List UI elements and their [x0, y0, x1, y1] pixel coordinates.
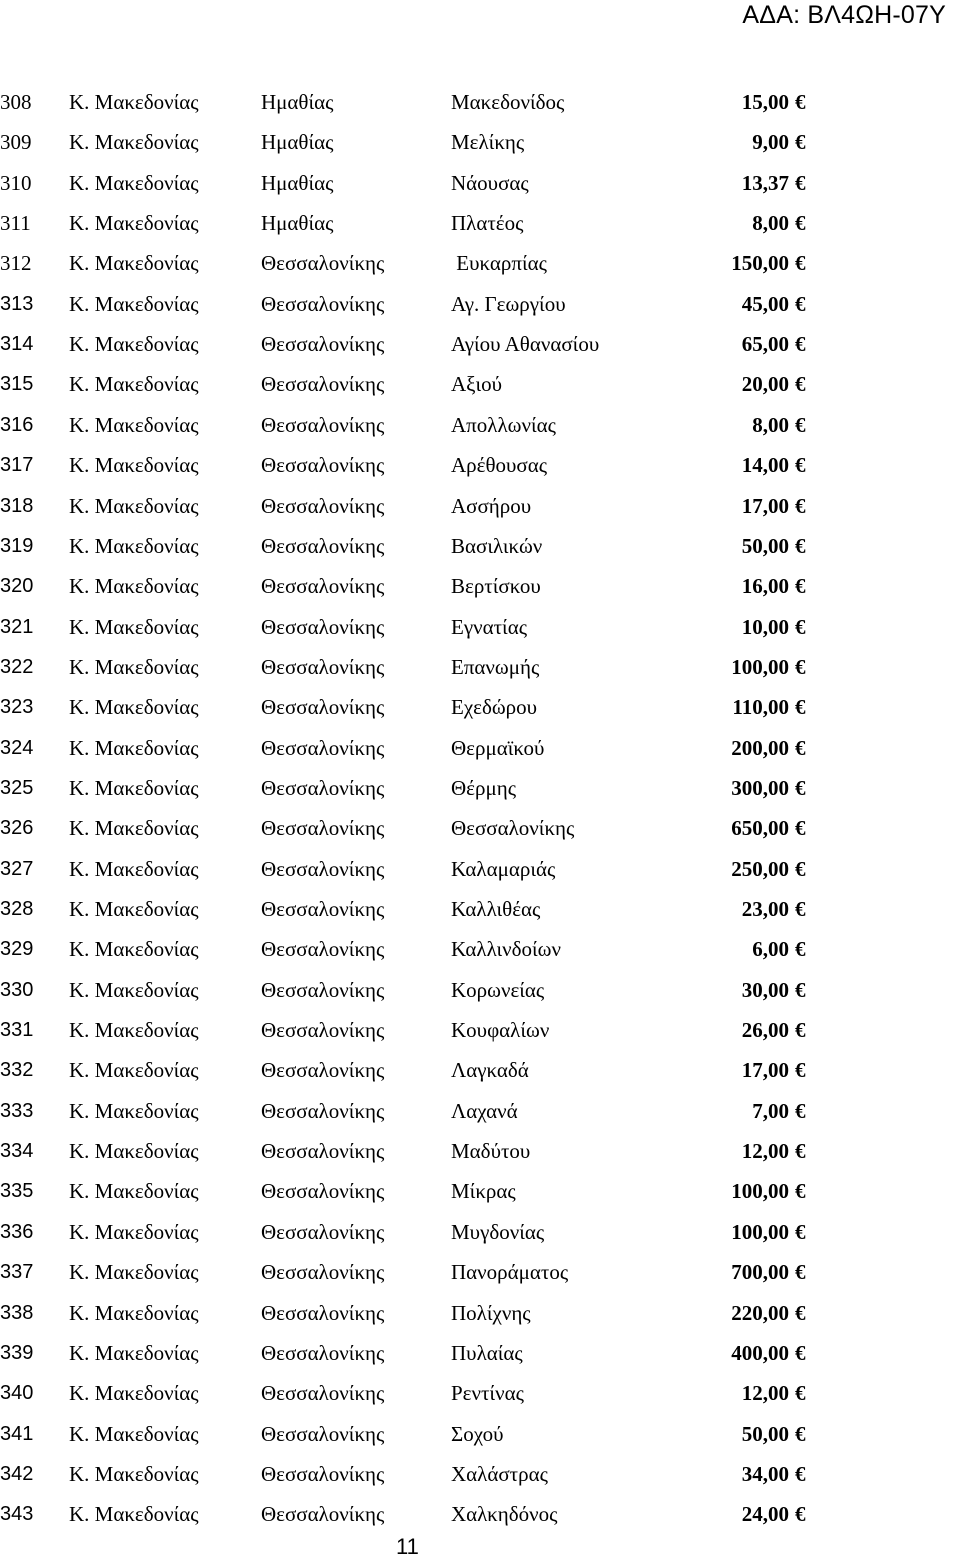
amount-cell: 250,00 — [731, 856, 789, 881]
prefecture-cell: Θεσσαλονίκης — [261, 654, 385, 679]
currency-symbol: € — [795, 533, 806, 558]
amount-cell: 14,00 — [741, 453, 789, 478]
row-number: 308 — [0, 90, 32, 114]
amount-cell: 12,00 — [741, 1139, 789, 1164]
amount-cell: 100,00 — [731, 654, 789, 679]
municipality-cell: Σοχού — [451, 1421, 504, 1446]
region-cell: Κ. Μακεδονίας — [69, 897, 199, 921]
table-row — [0, 1293, 960, 1333]
prefecture-cell: Θεσσαλονίκης — [261, 1018, 385, 1043]
row-number: 326 — [0, 817, 34, 840]
amount-cell: 12,00 — [741, 1381, 789, 1406]
region-cell: Κ. Μακεδονίας — [69, 291, 199, 316]
table-row — [0, 1454, 960, 1494]
row-number: 337 — [0, 1261, 34, 1284]
municipality-cell: Καλλινδοίων — [451, 937, 562, 962]
region-cell: Κ. Μακεδονίας — [69, 332, 199, 357]
prefecture-cell: Θεσσαλονίκης — [261, 1179, 385, 1204]
amount-cell: 6,00 — [752, 937, 789, 962]
row-number: 342 — [0, 1462, 34, 1485]
region-cell: Κ. Μακεδονίας — [69, 1502, 199, 1527]
prefecture-cell: Θεσσαλονίκης — [261, 856, 385, 881]
amount-cell: 9,00 — [752, 130, 789, 155]
currency-symbol: € — [795, 372, 806, 397]
currency-symbol: € — [795, 816, 806, 841]
municipality-cell: Επανωμής — [451, 654, 540, 679]
municipality-cell: Αγ. Γεωργίου — [451, 291, 566, 316]
region-cell: Κ. Μακεδονίας — [69, 1179, 199, 1204]
amount-cell: 15,00 — [741, 90, 789, 114]
prefecture-cell: Θεσσαλονίκης — [261, 574, 385, 599]
currency-symbol: € — [795, 614, 806, 639]
row-number: 322 — [0, 655, 34, 678]
table-row — [0, 929, 960, 969]
currency-symbol: € — [795, 775, 806, 800]
table-row — [0, 687, 960, 727]
municipality-cell: Μίκρας — [451, 1179, 516, 1204]
prefecture-cell: Θεσσαλονίκης — [261, 1381, 385, 1406]
table-row — [0, 445, 960, 485]
amount-cell: 20,00 — [741, 372, 789, 397]
amount-cell: 8,00 — [752, 412, 789, 437]
region-cell: Κ. Μακεδονίας — [69, 533, 199, 558]
row-number: 340 — [0, 1382, 34, 1405]
row-number: 336 — [0, 1220, 34, 1243]
region-cell: Κ. Μακεδονίας — [69, 130, 199, 155]
amount-cell: 220,00 — [731, 1300, 789, 1325]
prefecture-cell: Θεσσαλονίκης — [261, 1421, 385, 1446]
prefecture-cell: Ημαθίας — [261, 211, 334, 236]
ada-code: ΑΔΑ: ΒΛ4ΩΗ-07Υ — [742, 1, 946, 29]
region-cell: Κ. Μακεδονίας — [69, 614, 199, 639]
municipality-cell: Αγίου Αθανασίου — [451, 332, 600, 357]
currency-symbol: € — [795, 170, 806, 195]
currency-symbol: € — [795, 1260, 806, 1285]
prefecture-cell: Θεσσαλονίκης — [261, 735, 385, 760]
currency-symbol: € — [795, 937, 806, 962]
municipality-cell: Απολλωνίας — [451, 412, 556, 437]
row-number: 315 — [0, 373, 34, 396]
table-row — [0, 405, 960, 445]
table-row — [0, 647, 960, 687]
municipality-cell: Κορωνείας — [451, 977, 545, 1002]
row-number: 325 — [0, 776, 34, 799]
row-number: 312 — [0, 251, 32, 276]
municipality-cell: Χαλάστρας — [451, 1461, 548, 1486]
currency-symbol: € — [795, 1300, 806, 1325]
prefecture-cell: Θεσσαλονίκης — [261, 1058, 385, 1083]
currency-symbol: € — [795, 654, 806, 679]
table-row — [0, 808, 960, 848]
region-cell: Κ. Μακεδονίας — [69, 412, 199, 437]
region-cell: Κ. Μακεδονίας — [69, 1260, 199, 1285]
municipality-cell: Θέρμης — [451, 775, 517, 800]
table-row — [0, 203, 960, 243]
table-row — [0, 486, 960, 526]
region-cell: Κ. Μακεδονίας — [69, 856, 199, 881]
currency-symbol: € — [795, 1098, 806, 1123]
currency-symbol: € — [795, 1018, 806, 1043]
amount-cell: 16,00 — [741, 574, 789, 599]
amount-cell: 65,00 — [741, 332, 789, 357]
table-row — [0, 566, 960, 606]
region-cell: Κ. Μακεδονίας — [69, 1300, 199, 1325]
prefecture-cell: Θεσσαλονίκης — [261, 1461, 385, 1486]
row-number: 329 — [0, 938, 34, 961]
municipality-cell: Καλλιθέας — [451, 897, 541, 921]
municipality-cell: Πανοράματος — [451, 1260, 569, 1285]
prefecture-cell: Θεσσαλονίκης — [261, 1300, 385, 1325]
currency-symbol: € — [795, 1421, 806, 1446]
prefecture-cell: Θεσσαλονίκης — [261, 453, 385, 478]
municipality-cell: Κουφαλίων — [451, 1018, 550, 1043]
prefecture-cell: Θεσσαλονίκης — [261, 695, 385, 720]
region-cell: Κ. Μακεδονίας — [69, 211, 199, 236]
municipality-cell: Ασσήρου — [451, 493, 532, 518]
prefecture-cell: Ημαθίας — [261, 130, 334, 155]
table-row — [0, 324, 960, 364]
prefecture-cell: Θεσσαλονίκης — [261, 291, 385, 316]
amount-cell: 100,00 — [731, 1219, 789, 1244]
currency-symbol: € — [795, 453, 806, 478]
table-row — [0, 889, 960, 929]
row-number: 316 — [0, 413, 34, 436]
currency-symbol: € — [795, 1340, 806, 1365]
row-number: 321 — [0, 615, 34, 638]
region-cell: Κ. Μακεδονίας — [69, 1421, 199, 1446]
prefecture-cell: Θεσσαλονίκης — [261, 332, 385, 357]
prefecture-cell: Θεσσαλονίκης — [261, 493, 385, 518]
municipality-cell: Ευκαρπίας — [451, 251, 547, 276]
table-row — [0, 607, 960, 647]
amount-cell: 700,00 — [731, 1260, 789, 1285]
prefecture-cell: Θεσσαλονίκης — [261, 1139, 385, 1164]
amount-cell: 300,00 — [731, 775, 789, 800]
region-cell: Κ. Μακεδονίας — [69, 654, 199, 679]
region-cell: Κ. Μακεδονίας — [69, 453, 199, 478]
prefecture-cell: Θεσσαλονίκης — [261, 251, 385, 276]
amount-cell: 100,00 — [731, 1179, 789, 1204]
region-cell: Κ. Μακεδονίας — [69, 493, 199, 518]
region-cell: Κ. Μακεδονίας — [69, 1340, 199, 1365]
table-row — [0, 1333, 960, 1373]
row-number: 313 — [0, 292, 34, 315]
currency-symbol: € — [795, 856, 806, 881]
region-cell: Κ. Μακεδονίας — [69, 251, 199, 276]
amount-cell: 50,00 — [741, 1421, 789, 1446]
table-row — [0, 284, 960, 324]
prefecture-cell: Θεσσαλονίκης — [261, 816, 385, 841]
table-row — [0, 163, 960, 203]
table-row — [0, 1252, 960, 1292]
amount-cell: 400,00 — [731, 1340, 789, 1365]
region-cell: Κ. Μακεδονίας — [69, 816, 199, 841]
row-number: 338 — [0, 1301, 34, 1324]
region-cell: Κ. Μακεδονίας — [69, 937, 199, 962]
table-row — [0, 82, 960, 122]
table-row — [0, 1414, 960, 1454]
prefecture-cell: Θεσσαλονίκης — [261, 1260, 385, 1285]
row-number: 330 — [0, 978, 34, 1001]
region-cell: Κ. Μακεδονίας — [69, 1219, 199, 1244]
region-cell: Κ. Μακεδονίας — [69, 1018, 199, 1043]
municipality-cell: Εγνατίας — [451, 614, 528, 639]
table-row — [0, 243, 960, 283]
table-row — [0, 1010, 960, 1050]
row-number: 328 — [0, 898, 34, 920]
currency-symbol: € — [795, 493, 806, 518]
row-number: 311 — [0, 211, 31, 236]
page-number: 11 — [396, 1534, 419, 1559]
currency-symbol: € — [795, 1179, 806, 1204]
prefecture-cell: Ημαθίας — [261, 170, 334, 195]
amount-cell: 23,00 — [741, 897, 789, 921]
municipality-cell: Λαγκαδά — [451, 1058, 529, 1083]
row-number: 333 — [0, 1099, 34, 1122]
amount-cell: 45,00 — [741, 291, 789, 316]
amount-cell: 24,00 — [741, 1502, 789, 1527]
prefecture-cell: Θεσσαλονίκης — [261, 977, 385, 1002]
table-row — [0, 1050, 960, 1090]
row-number: 343 — [0, 1503, 34, 1526]
prefecture-cell: Θεσσαλονίκης — [261, 1219, 385, 1244]
region-cell: Κ. Μακεδονίας — [69, 1381, 199, 1406]
region-cell: Κ. Μακεδονίας — [69, 1461, 199, 1486]
municipality-cell: Θερμαϊκού — [451, 735, 545, 760]
row-number: 341 — [0, 1422, 34, 1445]
table-row — [0, 849, 960, 889]
amount-cell: 50,00 — [741, 533, 789, 558]
amount-cell: 7,00 — [752, 1098, 789, 1123]
currency-symbol: € — [795, 574, 806, 599]
region-cell: Κ. Μακεδονίας — [69, 1139, 199, 1164]
row-number: 334 — [0, 1140, 34, 1163]
row-number: 314 — [0, 333, 34, 356]
region-cell: Κ. Μακεδονίας — [69, 977, 199, 1002]
prefecture-cell: Θεσσαλονίκης — [261, 897, 385, 921]
table-row — [0, 364, 960, 404]
amount-cell: 30,00 — [741, 977, 789, 1002]
municipality-cell: Μακεδονίδος — [451, 90, 565, 114]
amount-cell: 10,00 — [741, 614, 789, 639]
amount-cell: 26,00 — [741, 1018, 789, 1043]
currency-symbol: € — [795, 977, 806, 1002]
table-row — [0, 1171, 960, 1211]
prefecture-cell: Θεσσαλονίκης — [261, 533, 385, 558]
table-row — [0, 1494, 960, 1534]
amount-cell: 17,00 — [741, 1058, 789, 1083]
currency-symbol: € — [795, 412, 806, 437]
row-number: 339 — [0, 1341, 34, 1364]
row-number: 318 — [0, 494, 34, 517]
table-row — [0, 728, 960, 768]
amount-cell: 200,00 — [731, 735, 789, 760]
currency-symbol: € — [795, 90, 806, 114]
currency-symbol: € — [795, 1461, 806, 1486]
currency-symbol: € — [795, 1219, 806, 1244]
municipality-cell: Καλαμαριάς — [451, 856, 556, 881]
currency-symbol: € — [795, 695, 806, 720]
municipality-cell: Αρέθουσας — [451, 453, 548, 478]
currency-symbol: € — [795, 1139, 806, 1164]
municipality-cell: Θεσσαλονίκης — [451, 816, 575, 841]
row-number: 335 — [0, 1180, 34, 1203]
prefecture-cell: Θεσσαλονίκης — [261, 775, 385, 800]
municipality-cell: Νάουσας — [451, 170, 529, 195]
currency-symbol: € — [795, 332, 806, 357]
table-row — [0, 970, 960, 1010]
municipality-cell: Μυγδονίας — [451, 1219, 545, 1244]
table-row — [0, 526, 960, 566]
amount-cell: 150,00 — [731, 251, 789, 276]
prefecture-cell: Θεσσαλονίκης — [261, 412, 385, 437]
amount-cell: 650,00 — [731, 816, 789, 841]
prefecture-cell: Θεσσαλονίκης — [261, 1098, 385, 1123]
municipality-cell: Αξιού — [451, 372, 503, 397]
row-number: 309 — [0, 130, 32, 155]
region-cell: Κ. Μακεδονίας — [69, 1058, 199, 1083]
region-cell: Κ. Μακεδονίας — [69, 170, 199, 195]
currency-symbol: € — [795, 897, 806, 921]
prefecture-cell: Θεσσαλονίκης — [261, 1340, 385, 1365]
municipality-cell: Μαδύτου — [451, 1139, 531, 1164]
row-number: 324 — [0, 736, 34, 759]
table-row — [0, 1373, 960, 1413]
municipality-cell: Πολίχνης — [451, 1300, 531, 1325]
municipality-cell: Βερτίσκου — [451, 574, 541, 599]
prefecture-cell: Ημαθίας — [261, 90, 334, 114]
municipality-cell: Πλατέος — [451, 211, 524, 236]
amount-cell: 110,00 — [732, 695, 789, 720]
row-number: 319 — [0, 534, 34, 557]
row-number: 332 — [0, 1059, 34, 1082]
row-number: 323 — [0, 696, 34, 719]
municipality-cell: Εχεδώρου — [451, 695, 538, 720]
region-cell: Κ. Μακεδονίας — [69, 90, 199, 114]
row-number: 317 — [0, 454, 34, 477]
municipality-cell: Λαχανά — [451, 1098, 518, 1123]
currency-symbol: € — [795, 1058, 806, 1083]
municipality-cell: Χαλκηδόνος — [451, 1502, 558, 1527]
table-row — [0, 768, 960, 808]
region-cell: Κ. Μακεδονίας — [69, 695, 199, 720]
amount-cell: 17,00 — [741, 493, 789, 518]
currency-symbol: € — [795, 291, 806, 316]
region-cell: Κ. Μακεδονίας — [69, 574, 199, 599]
prefecture-cell: Θεσσαλονίκης — [261, 937, 385, 962]
table-row — [0, 1091, 960, 1131]
row-number: 327 — [0, 857, 34, 880]
currency-symbol: € — [795, 1381, 806, 1406]
currency-symbol: € — [795, 1502, 806, 1527]
municipality-cell: Ρεντίνας — [451, 1381, 524, 1406]
currency-symbol: € — [795, 130, 806, 155]
currency-symbol: € — [795, 735, 806, 760]
amount-cell: 8,00 — [752, 211, 789, 236]
region-cell: Κ. Μακεδονίας — [69, 775, 199, 800]
table-row — [0, 1131, 960, 1171]
row-number: 331 — [0, 1019, 34, 1042]
region-cell: Κ. Μακεδονίας — [69, 372, 199, 397]
row-number: 320 — [0, 575, 34, 598]
table-row — [0, 1212, 960, 1252]
row-number: 310 — [0, 170, 32, 195]
region-cell: Κ. Μακεδονίας — [69, 1098, 199, 1123]
amount-cell: 13,37 — [741, 170, 789, 195]
region-cell: Κ. Μακεδονίας — [69, 735, 199, 760]
prefecture-cell: Θεσσαλονίκης — [261, 372, 385, 397]
municipality-cell: Πυλαίας — [451, 1340, 523, 1365]
table-row — [0, 122, 960, 162]
currency-symbol: € — [795, 211, 806, 236]
prefecture-cell: Θεσσαλονίκης — [261, 614, 385, 639]
currency-symbol: € — [795, 251, 806, 276]
municipality-cell: Βασιλικών — [451, 533, 543, 558]
amount-cell: 34,00 — [741, 1461, 789, 1486]
municipality-cell: Μελίκης — [451, 130, 525, 155]
prefecture-cell: Θεσσαλονίκης — [261, 1502, 385, 1527]
